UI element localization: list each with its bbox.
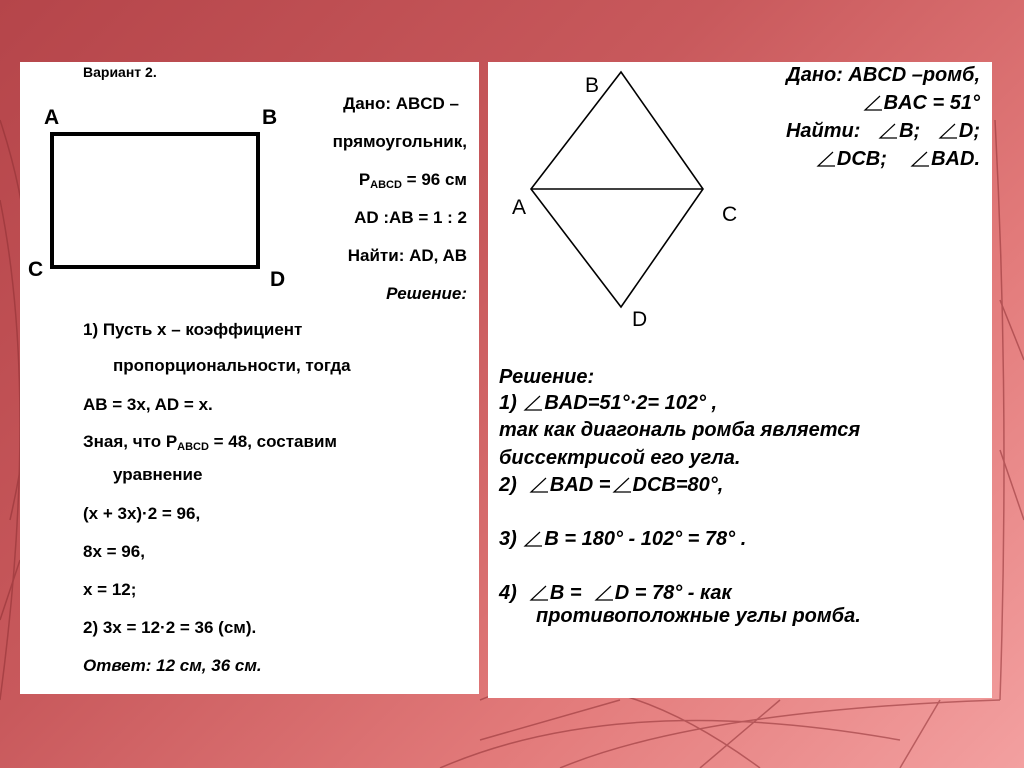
step-ab: AB = 3x, AD = x. bbox=[83, 395, 213, 414]
angle-icon bbox=[877, 123, 899, 139]
right-find-line-2: DCB; BAD. bbox=[815, 148, 980, 171]
angle-icon bbox=[593, 585, 615, 601]
right-given-line-1: Дано: ABCD –ромб, bbox=[786, 64, 980, 86]
step1-line-2: пропорциональности, тогда bbox=[113, 356, 351, 375]
right-step1: 1) BAD=51°·2= 102° , bbox=[499, 392, 718, 414]
rectangle-figure bbox=[50, 132, 262, 270]
right-find-line-1: Найти: B; D; bbox=[785, 120, 980, 142]
angle-icon bbox=[937, 123, 959, 139]
rhombus-label-d: D bbox=[632, 308, 648, 331]
equation-2: 8x = 96, bbox=[83, 542, 145, 561]
right-step4-line-2: противоположные углы ромба. bbox=[536, 605, 861, 627]
know-line-1: Зная, что $P_{ABCD} = 48$, составим bbox=[83, 432, 337, 453]
rect-label-b: B bbox=[262, 106, 278, 129]
given-perimeter: $P_{ABCD} = 96$ см bbox=[358, 170, 467, 191]
left-solution-panel bbox=[20, 62, 479, 694]
rhombus-figure bbox=[518, 62, 708, 312]
angle-icon bbox=[528, 585, 550, 601]
rect-label-d: D bbox=[270, 268, 286, 291]
right-step1-line-3: биссектрисой его угла. bbox=[499, 447, 741, 469]
angle-icon bbox=[909, 151, 931, 167]
right-step3: 3) B = 180° - 102° = 78° . bbox=[499, 528, 747, 550]
right-step4: 4) B = D = 78° - как bbox=[499, 582, 732, 604]
angle-icon bbox=[522, 395, 544, 411]
angle-icon bbox=[862, 95, 884, 111]
right-step2: 2) BAD = DCB=80°, bbox=[499, 474, 724, 496]
solution-label: Решение: bbox=[386, 284, 467, 303]
rhombus-label-b: B bbox=[585, 74, 600, 97]
rect-label-c: C bbox=[28, 258, 44, 281]
given-line-2: прямоугольник, bbox=[332, 132, 467, 151]
know-line-2: уравнение bbox=[113, 465, 203, 484]
angle-icon bbox=[815, 151, 837, 167]
variant-title: Вариант 2. bbox=[83, 64, 157, 80]
angle-icon bbox=[528, 477, 550, 493]
right-given-line-2: BAC = 51° bbox=[862, 92, 980, 115]
equation-1: (x + 3x)·2 = 96, bbox=[83, 504, 201, 523]
right-solution-label: Решение: bbox=[499, 366, 595, 388]
equation-3: x = 12; bbox=[83, 580, 137, 599]
angle-icon bbox=[522, 531, 544, 547]
step2-line: 2) 3x = 12·2 = 36 (см). bbox=[83, 618, 257, 637]
given-ratio: AD :AB = 1 : 2 bbox=[354, 208, 467, 227]
rhombus-label-a: A bbox=[512, 196, 527, 219]
right-step1-line-2: так как диагональ ромба является bbox=[499, 419, 861, 441]
step1-line-1: 1) Пусть x – коэффициент bbox=[83, 320, 303, 339]
answer-line: Ответ: 12 см, 36 см. bbox=[83, 656, 262, 675]
rhombus-label-c: C bbox=[722, 203, 738, 226]
angle-icon bbox=[611, 477, 633, 493]
find-line: Найти: AD, AB bbox=[347, 246, 467, 265]
given-line-1: Дано: ABCD – bbox=[343, 94, 459, 113]
rect-label-a: A bbox=[44, 106, 60, 129]
right-solution-panel bbox=[488, 62, 992, 698]
